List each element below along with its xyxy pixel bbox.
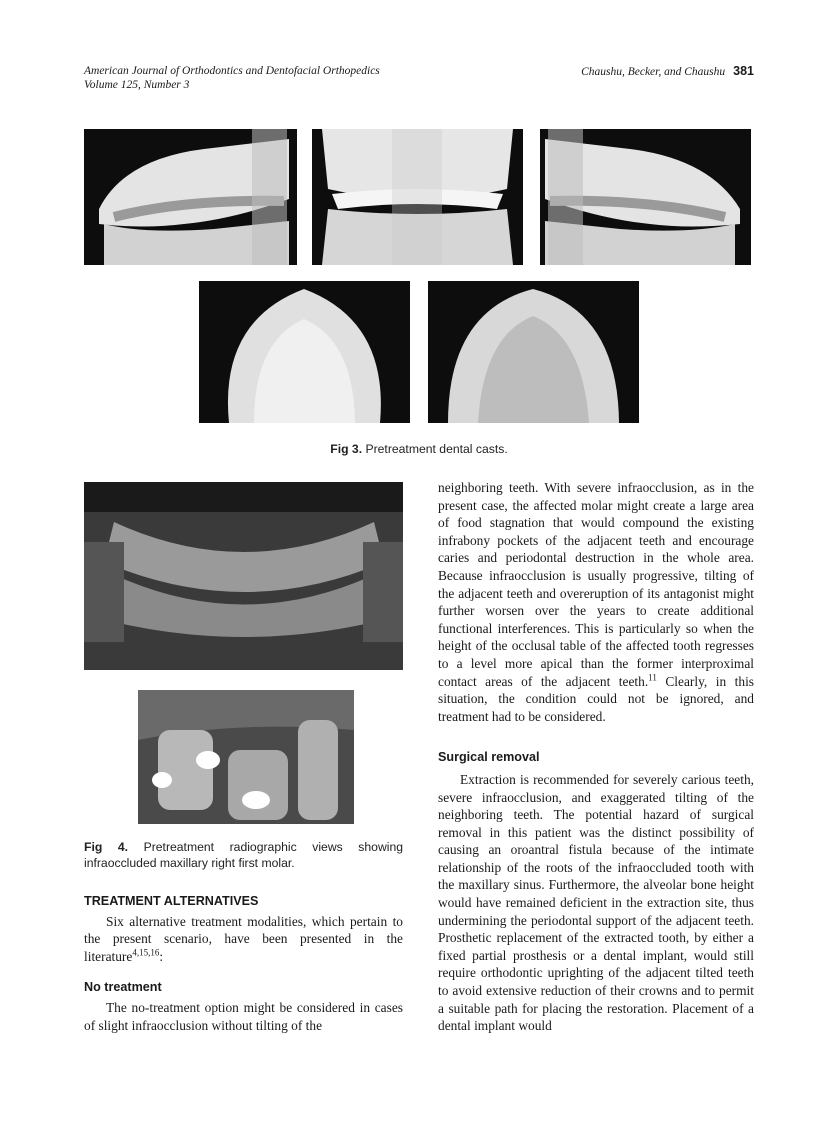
journal-title: American Journal of Orthodontics and Dentofacial Orthopedics bbox=[84, 65, 380, 77]
fig3-text: Pretreatment dental casts. bbox=[365, 442, 508, 456]
periapical-radiograph bbox=[138, 690, 354, 824]
heading-treatment-alternatives: TREATMENT ALTERNATIVES bbox=[84, 894, 259, 908]
paragraph-alternatives: Six alternative treatment modalities, which pertain to the present scenario, have been presented in the literature$^{4,15,16}$: bbox=[84, 913, 403, 964]
fig4-caption bbox=[84, 840, 403, 871]
left-column bbox=[84, 893, 403, 1034]
heading-surgical-removal: Surgical removal bbox=[438, 750, 540, 765]
paragraph-surgical-removal: Extraction is recommended for severely carious teeth, severe infraocclusion, and exaggerated tilting of the neighboring teeth. The potential hazard of surgical removal in this patient was the distinct possibility of causing an oroantral fistula because of the intimate relationship of the roots of the infraoccluded tooth with the maxillary sinus. Furthermore, the alveolar bone height would have remained deficient in the extraction site, thus undermining the periodontal support of the adjacent teeth. Prosthetic replacement of the extracted tooth, by either a fixed partial prosthesis or a dental implant, would still require orthodontic uprighting of the adjacent tilted teeth to avoid extensive reduction of their crowns and to permit a suitable path for placing the restoration. Placement of a dental implant would bbox=[438, 771, 754, 1034]
page-number: 381 bbox=[733, 64, 754, 78]
fig3-caption bbox=[0, 442, 838, 458]
journal-volume: Volume 125, Number 3 bbox=[84, 79, 190, 91]
heading-no-treatment: No treatment bbox=[84, 980, 162, 995]
fig3-label: Fig 3. bbox=[330, 442, 363, 456]
authors: Chaushu, Becker, and Chaushu bbox=[581, 66, 726, 78]
cast-photo-maxillary-occlusal bbox=[199, 281, 410, 423]
cast-photo-mandibular-occlusal bbox=[428, 281, 639, 423]
paragraph-severe-infraocclusion: neighboring teeth. With severe infraocclusion, as in the present case, the affected molar might create a large area of food stagnation that would compound the existing infrabony pockets of the adjacent teeth and encourage caries and periodontal destruction in the whole area. Because infraocclusion is usually progressive, tilting of the adjacent teeth and overeruption of its antagonist might further worsen over the years to create additional functional interferences. This is particularly so when the height of the occlusal table of the affected tooth regresses to a level more apical than the former interproximal contact areas of the adjacent teeth.$^{11}$ Clearly, in this situation, the condition could not be ignored, and treatment had to be considered. bbox=[438, 480, 755, 724]
panoramic-radiograph bbox=[84, 482, 403, 670]
citation: 4,15,16 bbox=[132, 947, 160, 958]
right-column bbox=[438, 479, 754, 1035]
running-header-left bbox=[84, 64, 380, 92]
cast-photo-left-lateral bbox=[540, 129, 751, 265]
citation: 11 bbox=[648, 672, 657, 683]
fig4-text: Pretreatment radiographic views showing infraoccluded maxillary right first molar. bbox=[84, 840, 404, 870]
running-header-right bbox=[581, 64, 754, 79]
fig4-label: Fig 4. bbox=[84, 840, 129, 854]
paragraph-no-treatment: The no-treatment option might be considered in cases of slight infraocclusion without tilting of the bbox=[84, 999, 403, 1033]
cast-photo-right-lateral bbox=[84, 129, 297, 265]
cast-photo-frontal bbox=[312, 129, 523, 265]
